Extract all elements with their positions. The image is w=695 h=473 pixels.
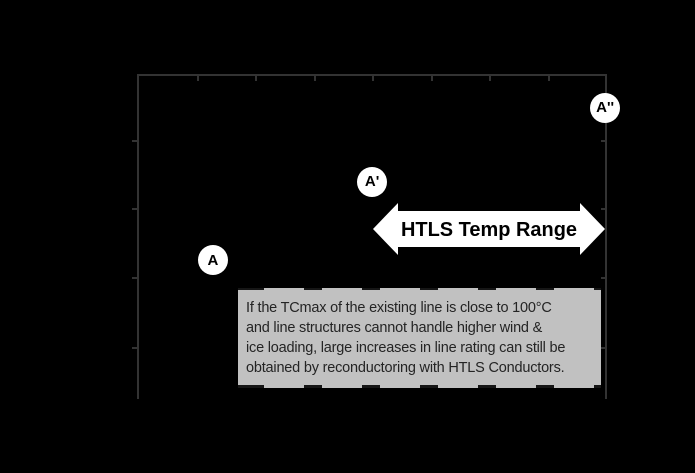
data-point-a: A [198, 245, 228, 275]
data-point-a-double-prime: A'' [590, 93, 620, 123]
gridline-dashes-bottom [238, 385, 601, 388]
caption-line-3: ice loading, large increases in line rating can still be [246, 340, 566, 356]
caption-line-1: If the TCmax of the existing line is close to 100°C [246, 300, 552, 316]
arrow-label: HTLS Temp Range [401, 219, 577, 241]
caption-line-2: and line structures cannot handle higher wind & [246, 320, 543, 336]
gridline-dashes-top [238, 288, 601, 290]
data-point-a-prime: A' [357, 167, 387, 197]
caption-box [238, 288, 601, 388]
caption-line-4: obtained by reconductoring with HTLS Conductors. [246, 360, 565, 376]
